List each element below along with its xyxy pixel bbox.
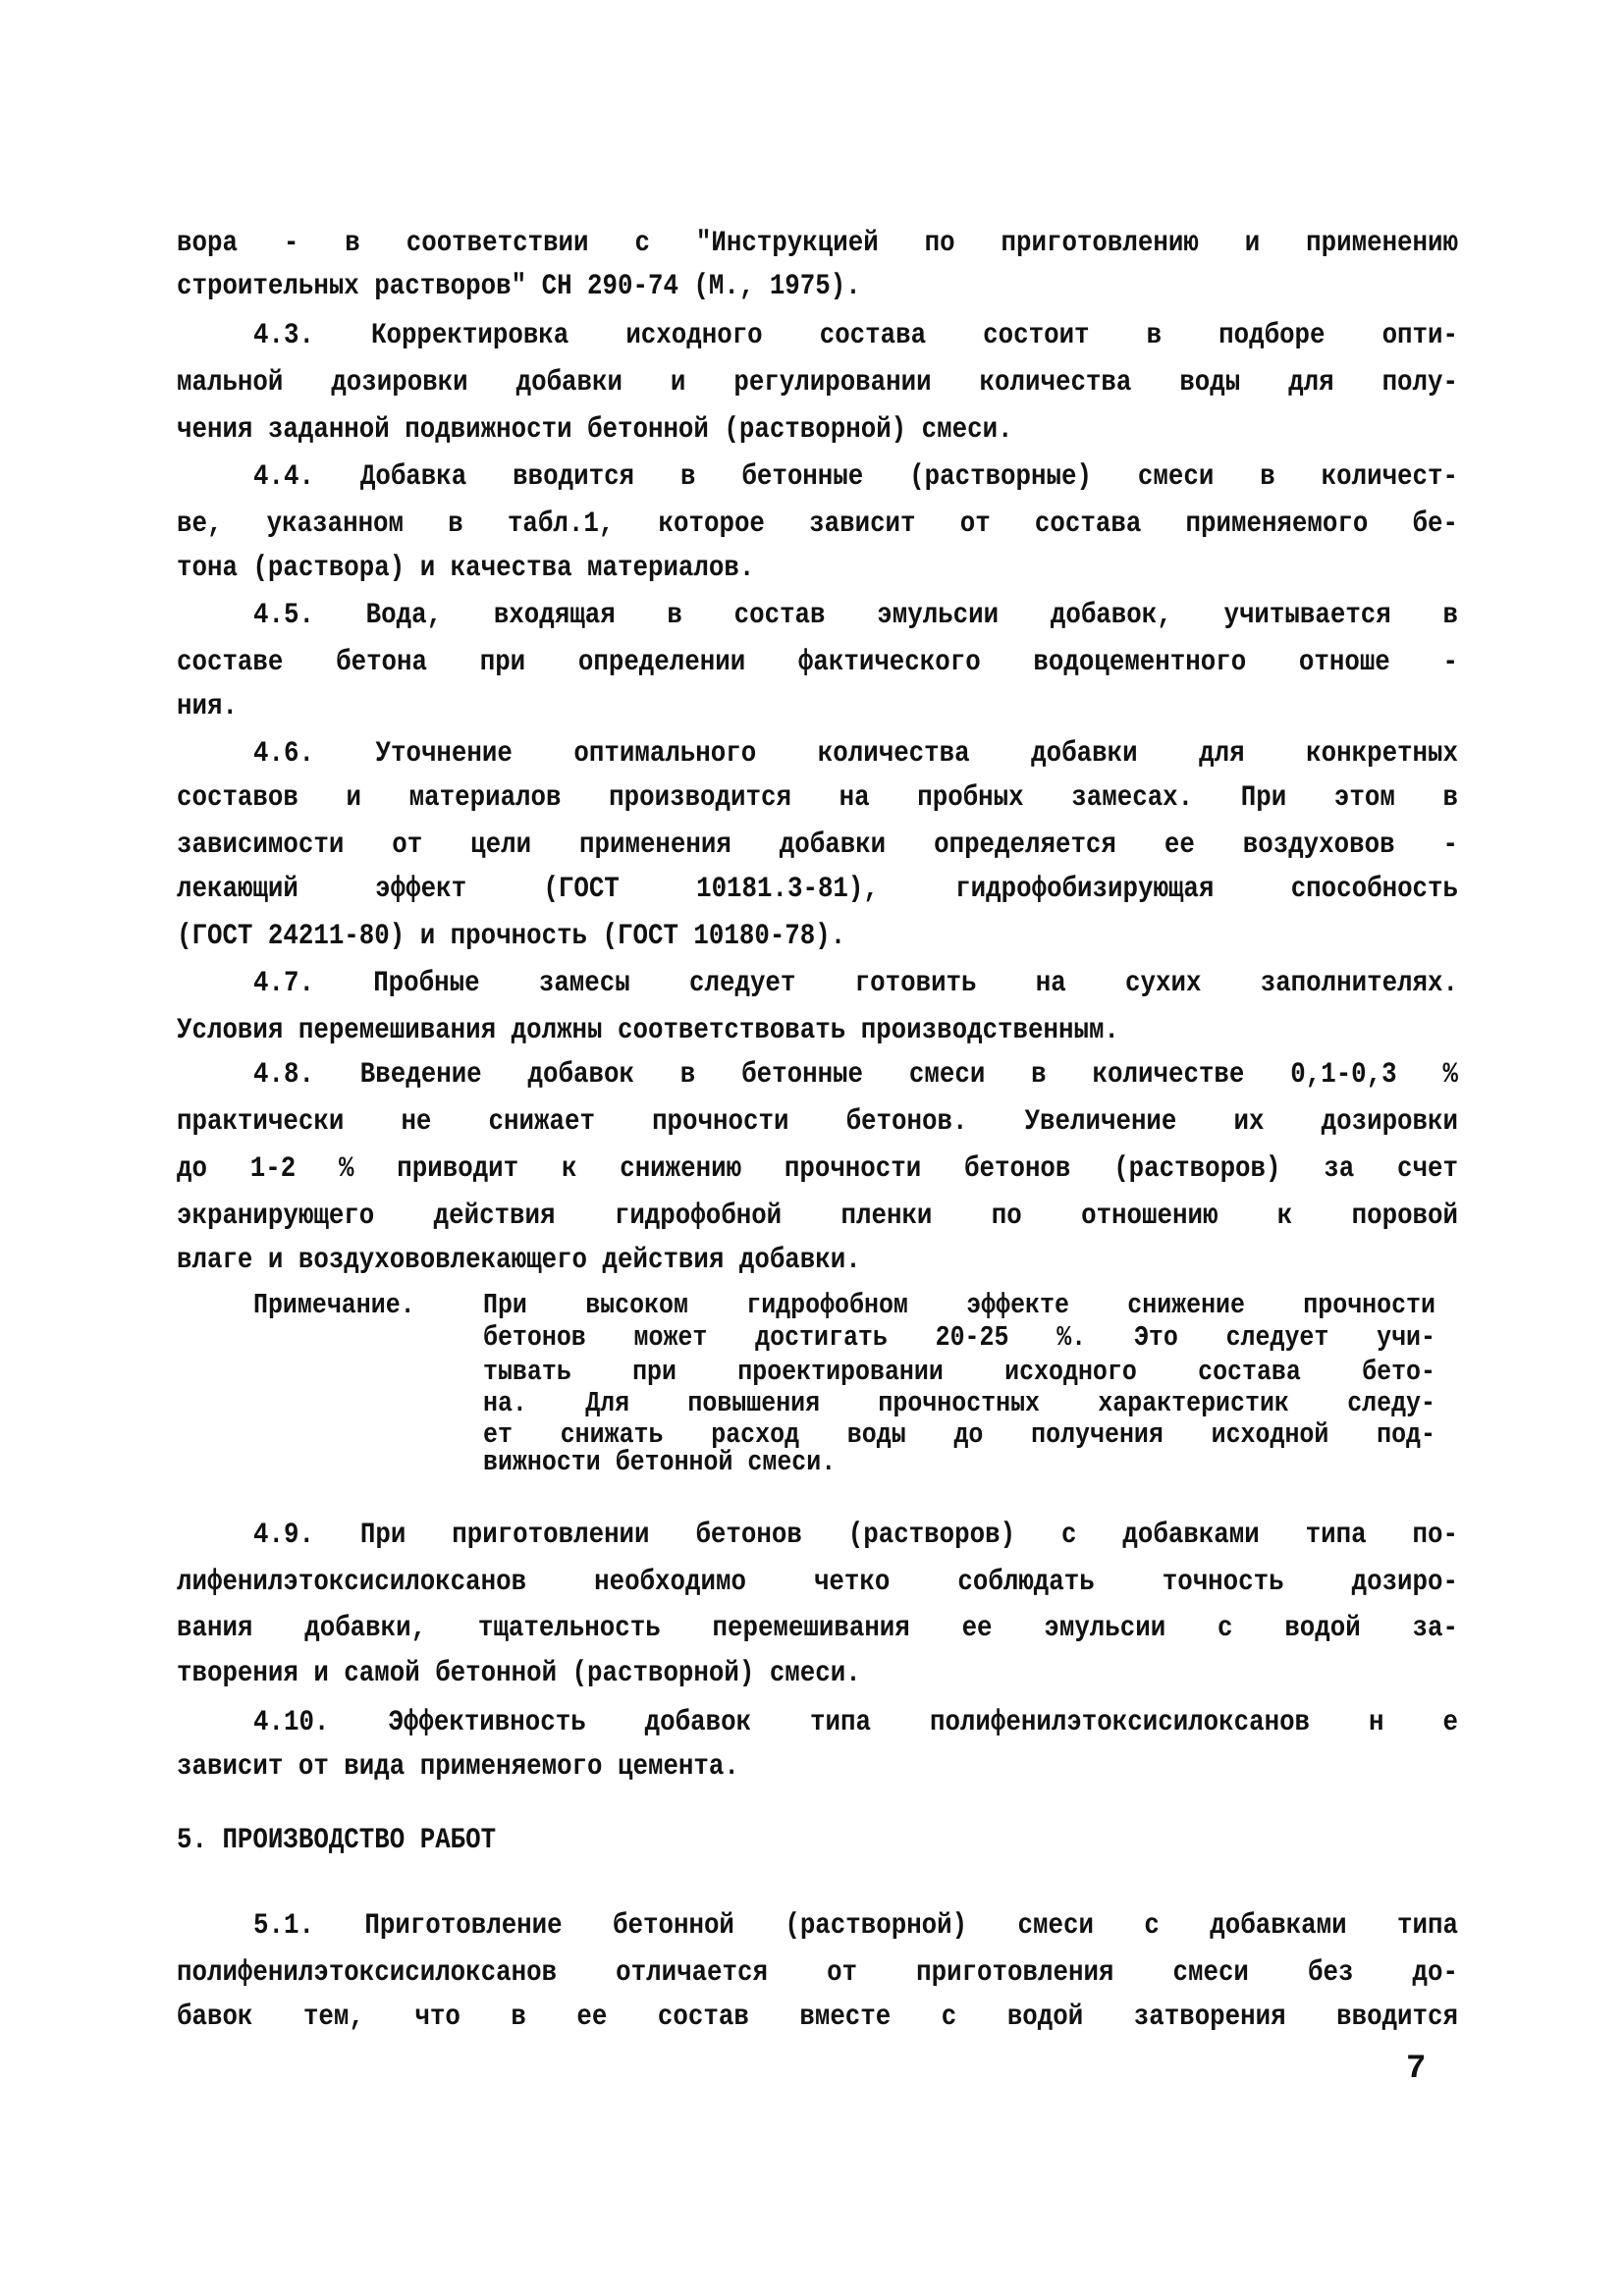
text-line: творения и самой бетонной (растворной) смеси.: [177, 1657, 861, 1690]
note-label: Примечание.: [253, 1289, 415, 1321]
text-line: практически не снижает прочности бетонов. Увеличение их дозировки: [177, 1105, 1458, 1139]
text-line: вания добавки, тщательность перемешивания ее эмульсии с водой за-: [177, 1612, 1458, 1645]
text-line: 4.7. Пробные замесы следует готовить на сухих заполнителях.: [253, 967, 1458, 1000]
text-line: 5.1. Приготовление бетонной (растворной) смеси с добавками типа: [253, 1909, 1458, 1943]
text-line: 4.8. Введение добавок в бетонные смеси в количестве 0,1-0,3 %: [253, 1058, 1458, 1092]
note-line: При высоком гидрофобном эффекте снижение прочности: [483, 1289, 1435, 1321]
note-line: на. Для повышения прочностных характеристик следу-: [483, 1387, 1435, 1419]
text-line: до 1-2 % приводит к снижению прочности бетонов (растворов) за счет: [177, 1152, 1458, 1186]
text-line: составов и материалов производится на пробных замесах. При этом в: [177, 781, 1458, 815]
text-line: чения заданной подвижности бетонной (растворной) смеси.: [177, 413, 1013, 447]
text-line: зависимости от цели применения добавки определяется ее воздуховов -: [177, 828, 1458, 862]
text-line: лифенилэтоксисилоксанов необходимо четко соблюдать точность дозиро-: [177, 1566, 1458, 1599]
text-line: влаге и воздухововлекающего действия добавки.: [177, 1244, 861, 1277]
text-line: 4.10. Эффективность добавок типа полифенилэтоксисилоксанов н е: [253, 1706, 1458, 1739]
text-line: зависит от вида применяемого цемента.: [177, 1750, 739, 1784]
text-line: экранирующего действия гидрофобной пленки по отношению к поровой: [177, 1200, 1458, 1233]
note-line: бетонов может достигать 20-25 %. Это следует учи-: [483, 1321, 1435, 1354]
text-line: 4.6. Уточнение оптимального количества добавки для конкретных: [253, 737, 1458, 771]
text-line: 4.4. Добавка вводится в бетонные (растворные) смеси в количест-: [253, 460, 1458, 494]
text-line: тона (раствора) и качества материалов.: [177, 552, 755, 585]
text-line: (ГОСТ 24211-80) и прочность (ГОСТ 10180-78).: [177, 920, 846, 953]
note-line: ет снижать расход воды до получения исходной под-: [483, 1418, 1435, 1451]
text-line: составе бетона при определении фактического водоцементного отноше -: [177, 646, 1458, 679]
text-line: 4.5. Вода, входящая в состав эмульсии добавок, учитывается в: [253, 599, 1458, 632]
note-line: тывать при проектировании исходного состава бето-: [483, 1356, 1435, 1388]
text-line: ве, указанном в табл.1, которое зависит от состава применяемого бе-: [177, 507, 1458, 541]
text-line: ния.: [177, 690, 238, 723]
text-line: 4.3. Корректировка исходного состава состоит в подборе опти-: [253, 319, 1458, 352]
section-heading: 5. ПРОИЗВОДСТВО РАБОТ: [177, 1824, 497, 1857]
text-line: вора - в соответствии с "Инструкцией по приготовлению и применению: [177, 227, 1458, 260]
text-line: 4.9. При приготовлении бетонов (растворов) с добавками типа по-: [253, 1519, 1458, 1552]
note-line: вижности бетонной смеси.: [483, 1446, 837, 1478]
text-line: бавок тем, что в ее состав вместе с водой затворения вводится: [177, 2001, 1458, 2034]
page-number: 7: [1406, 2051, 1427, 2088]
text-line: мальной дозировки добавки и регулировании количества воды для полу-: [177, 366, 1458, 400]
text-line: Условия перемешивания должны соответствовать производственным.: [177, 1014, 1119, 1047]
text-line: строительных растворов" СН 290-74 (М., 1975).: [177, 270, 861, 303]
text-line: полифенилэтоксисилоксанов отличается от приготовления смеси без до-: [177, 1956, 1458, 1990]
text-line: лекающий эффект (ГОСТ 10181.3-81), гидрофобизирующая способность: [177, 873, 1458, 906]
